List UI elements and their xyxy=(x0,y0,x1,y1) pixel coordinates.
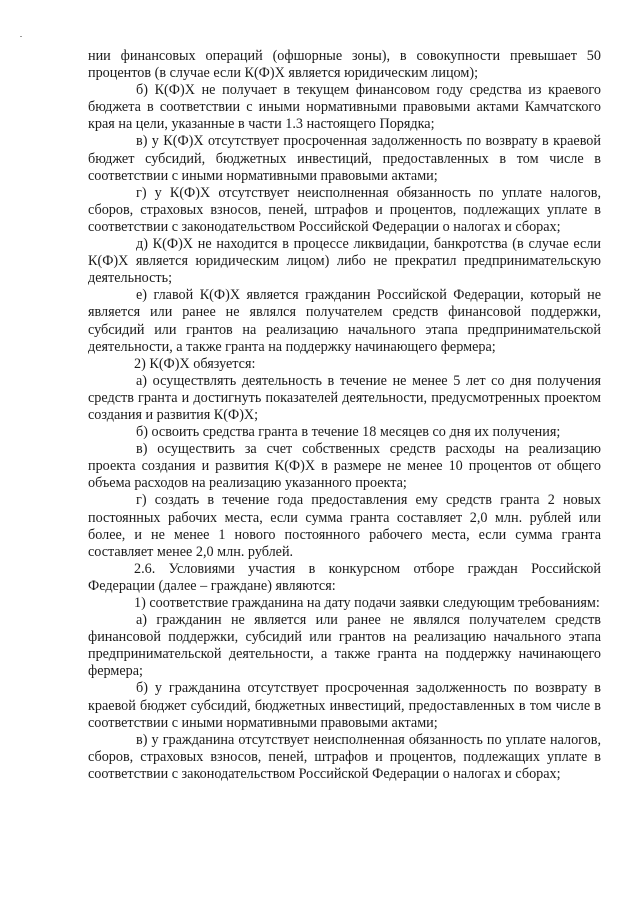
paragraph-2-heading: 2) К(Ф)Х обязуется: xyxy=(134,355,256,372)
document-body xyxy=(88,48,601,783)
paragraph-2-6-1b: б) у гражданина отсутствует просроченная задолженность по возврату в краевой бюджет субсидий, бюджетных инвестиций, предоставленных в том числе в соответствии с иными нормативными правовыми актами; xyxy=(88,680,601,731)
paragraph-2a: а) осуществлять деятельность в течение не менее 5 лет со дня получения средств гранта и достигнуть показателей деятельности, предусмотренных проектом создания и развития К(Ф)Х; xyxy=(88,372,601,423)
paragraph-1g: г) у К(Ф)Х отсутствует неисполненная обязанность по уплате налогов, сборов, страховых взносов, пеней, штрафов и процентов, подлежащих уплате в соответствии с законодательством Российской Федерации о налогах и сборах; xyxy=(88,184,601,235)
paragraph-2g: г) создать в течение года предоставления ему средств гранта 2 новых постоянных рабочих места, если сумма гранта составляет 2,0 млн. рублей или более, и не менее 1 нового постоянного рабочего места, если сумма гранта составляет менее 2,0 млн. рублей. xyxy=(88,492,601,560)
paragraph-1v: в) у К(Ф)Х отсутствует просроченная задолженность по возврату в краевой бюджет субсидий, бюджетных инвестиций, предоставленных в том числе в соответствии с иными нормативными правовыми актами; xyxy=(88,133,601,184)
scan-artifact xyxy=(20,36,22,37)
paragraph-2-6-1a: а) гражданин не является или ранее не являлся получателем средств финансовой поддержки, субсидий или грантов на реализацию начального этапа предпринимательской деятельности, а также гранта на поддержку начинающего фермера; xyxy=(88,612,601,680)
paragraph-1b: б) К(Ф)Х не получает в текущем финансовом году средства из краевого бюджета в соответствии с иными нормативными правовыми актами Камчатского края на цели, указанные в части 1.3 настоящего Порядка; xyxy=(88,82,601,133)
paragraph-2-6-1: 1) соответствие гражданина на дату подачи заявки следующим требованиям: xyxy=(134,595,600,611)
paragraph-2v: в) осуществить за счет собственных средств расходы на реализацию проекта создания и развития К(Ф)Х в размере не менее 10 процентов от общего объема расходов на реализацию указанного проекта; xyxy=(88,441,601,492)
paragraph-1d: д) К(Ф)Х не находится в процессе ликвидации, банкротства (в случае если К(Ф)Х является юридическим лицом) либо не прекратил предпринимательскую деятельность; xyxy=(88,236,601,287)
paragraph-continuation: нии финансовых операций (офшорные зоны), в совокупности превышает 50 процентов (в случае если К(Ф)Х является юридическим лицом); xyxy=(88,48,601,82)
paragraph-2b: б) освоить средства гранта в течение 18 месяцев со дня их получения; xyxy=(136,424,561,441)
paragraph-1e: е) главой К(Ф)Х является гражданин Российской Федерации, который не является или ранее не являлся получателем средств финансовой поддержки, субсидий или грантов на реализацию начального этапа предпринимательской деятельности, а также гранта на поддержку начинающего фермера; xyxy=(88,287,601,355)
paragraph-2-6-1v: в) у гражданина отсутствует неисполненная обязанность по уплате налогов, сборов, страховых взносов, пеней, штрафов и процентов, подлежащих уплате в соответствии с законодательством Российской Федерации о налогах и сборах; xyxy=(88,731,601,782)
paragraph-2-6: 2.6. Условиями участия в конкурсном отборе граждан Российской Федерации (далее – граждане) являются: xyxy=(88,560,601,594)
